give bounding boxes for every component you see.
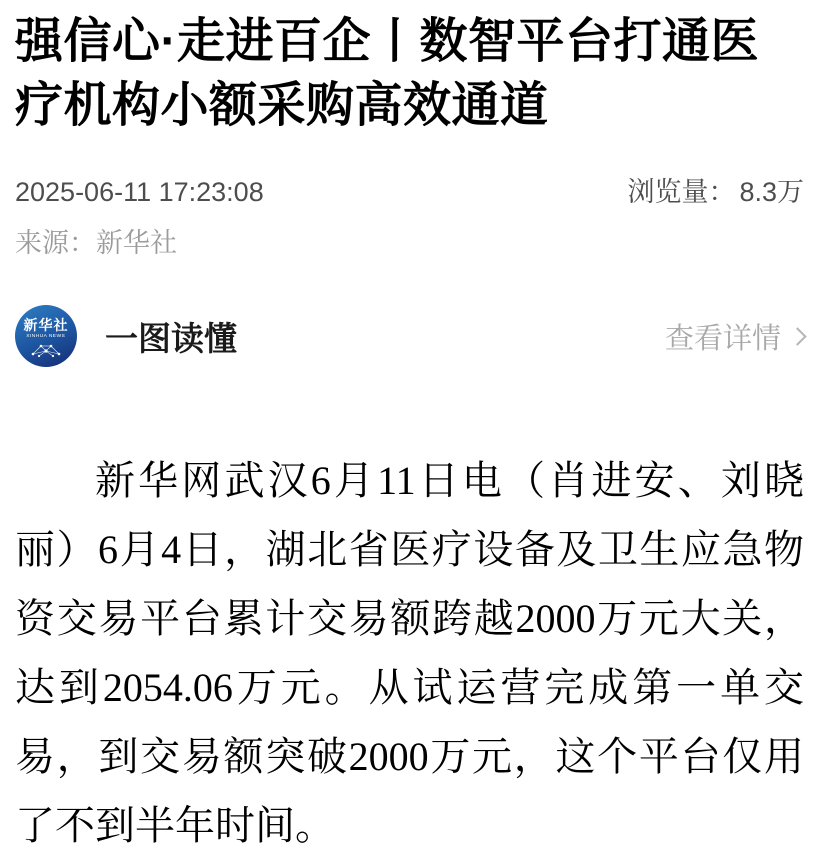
article-source — [15, 221, 804, 260]
xinhua-logo-en-text: XINHUA NEWS — [26, 333, 66, 339]
chevron-right-icon — [788, 327, 806, 345]
view-count-value: 8.3万 — [739, 177, 804, 207]
network-nodes-icon — [29, 342, 63, 358]
view-count — [627, 170, 804, 209]
publish-time: 2025-06-11 17:23:08 — [15, 177, 264, 207]
xinhua-logo — [15, 305, 77, 367]
page-title: 强信心·走进百企丨数智平台打通医疗机构小额采购高效通道 — [15, 15, 759, 132]
source-label: 来源： — [15, 228, 96, 258]
view-count-label: 浏览量： — [627, 177, 736, 207]
body-paragraph: 新华网武汉6月11日电（肖进安、刘晓丽）6月4日，湖北省医疗设备及卫生应急物资交易平台累计交易额跨越2000万元大关，达到2054.06万元。从试运营完成第一单交易，到交易额突破2000万元，这个平台仅用了不到半年时间。 — [15, 458, 804, 848]
source-value: 新华社 — [96, 228, 177, 258]
infographic-card[interactable] — [15, 304, 804, 368]
article-meta — [15, 170, 804, 209]
view-details-button[interactable] — [665, 316, 804, 357]
view-details-label: 查看详情 — [664, 322, 781, 355]
xinhua-logo-cn-text: 新华社 — [23, 317, 69, 333]
infographic-card-title: 一图读懂 — [105, 319, 237, 357]
article-body — [15, 446, 804, 860]
